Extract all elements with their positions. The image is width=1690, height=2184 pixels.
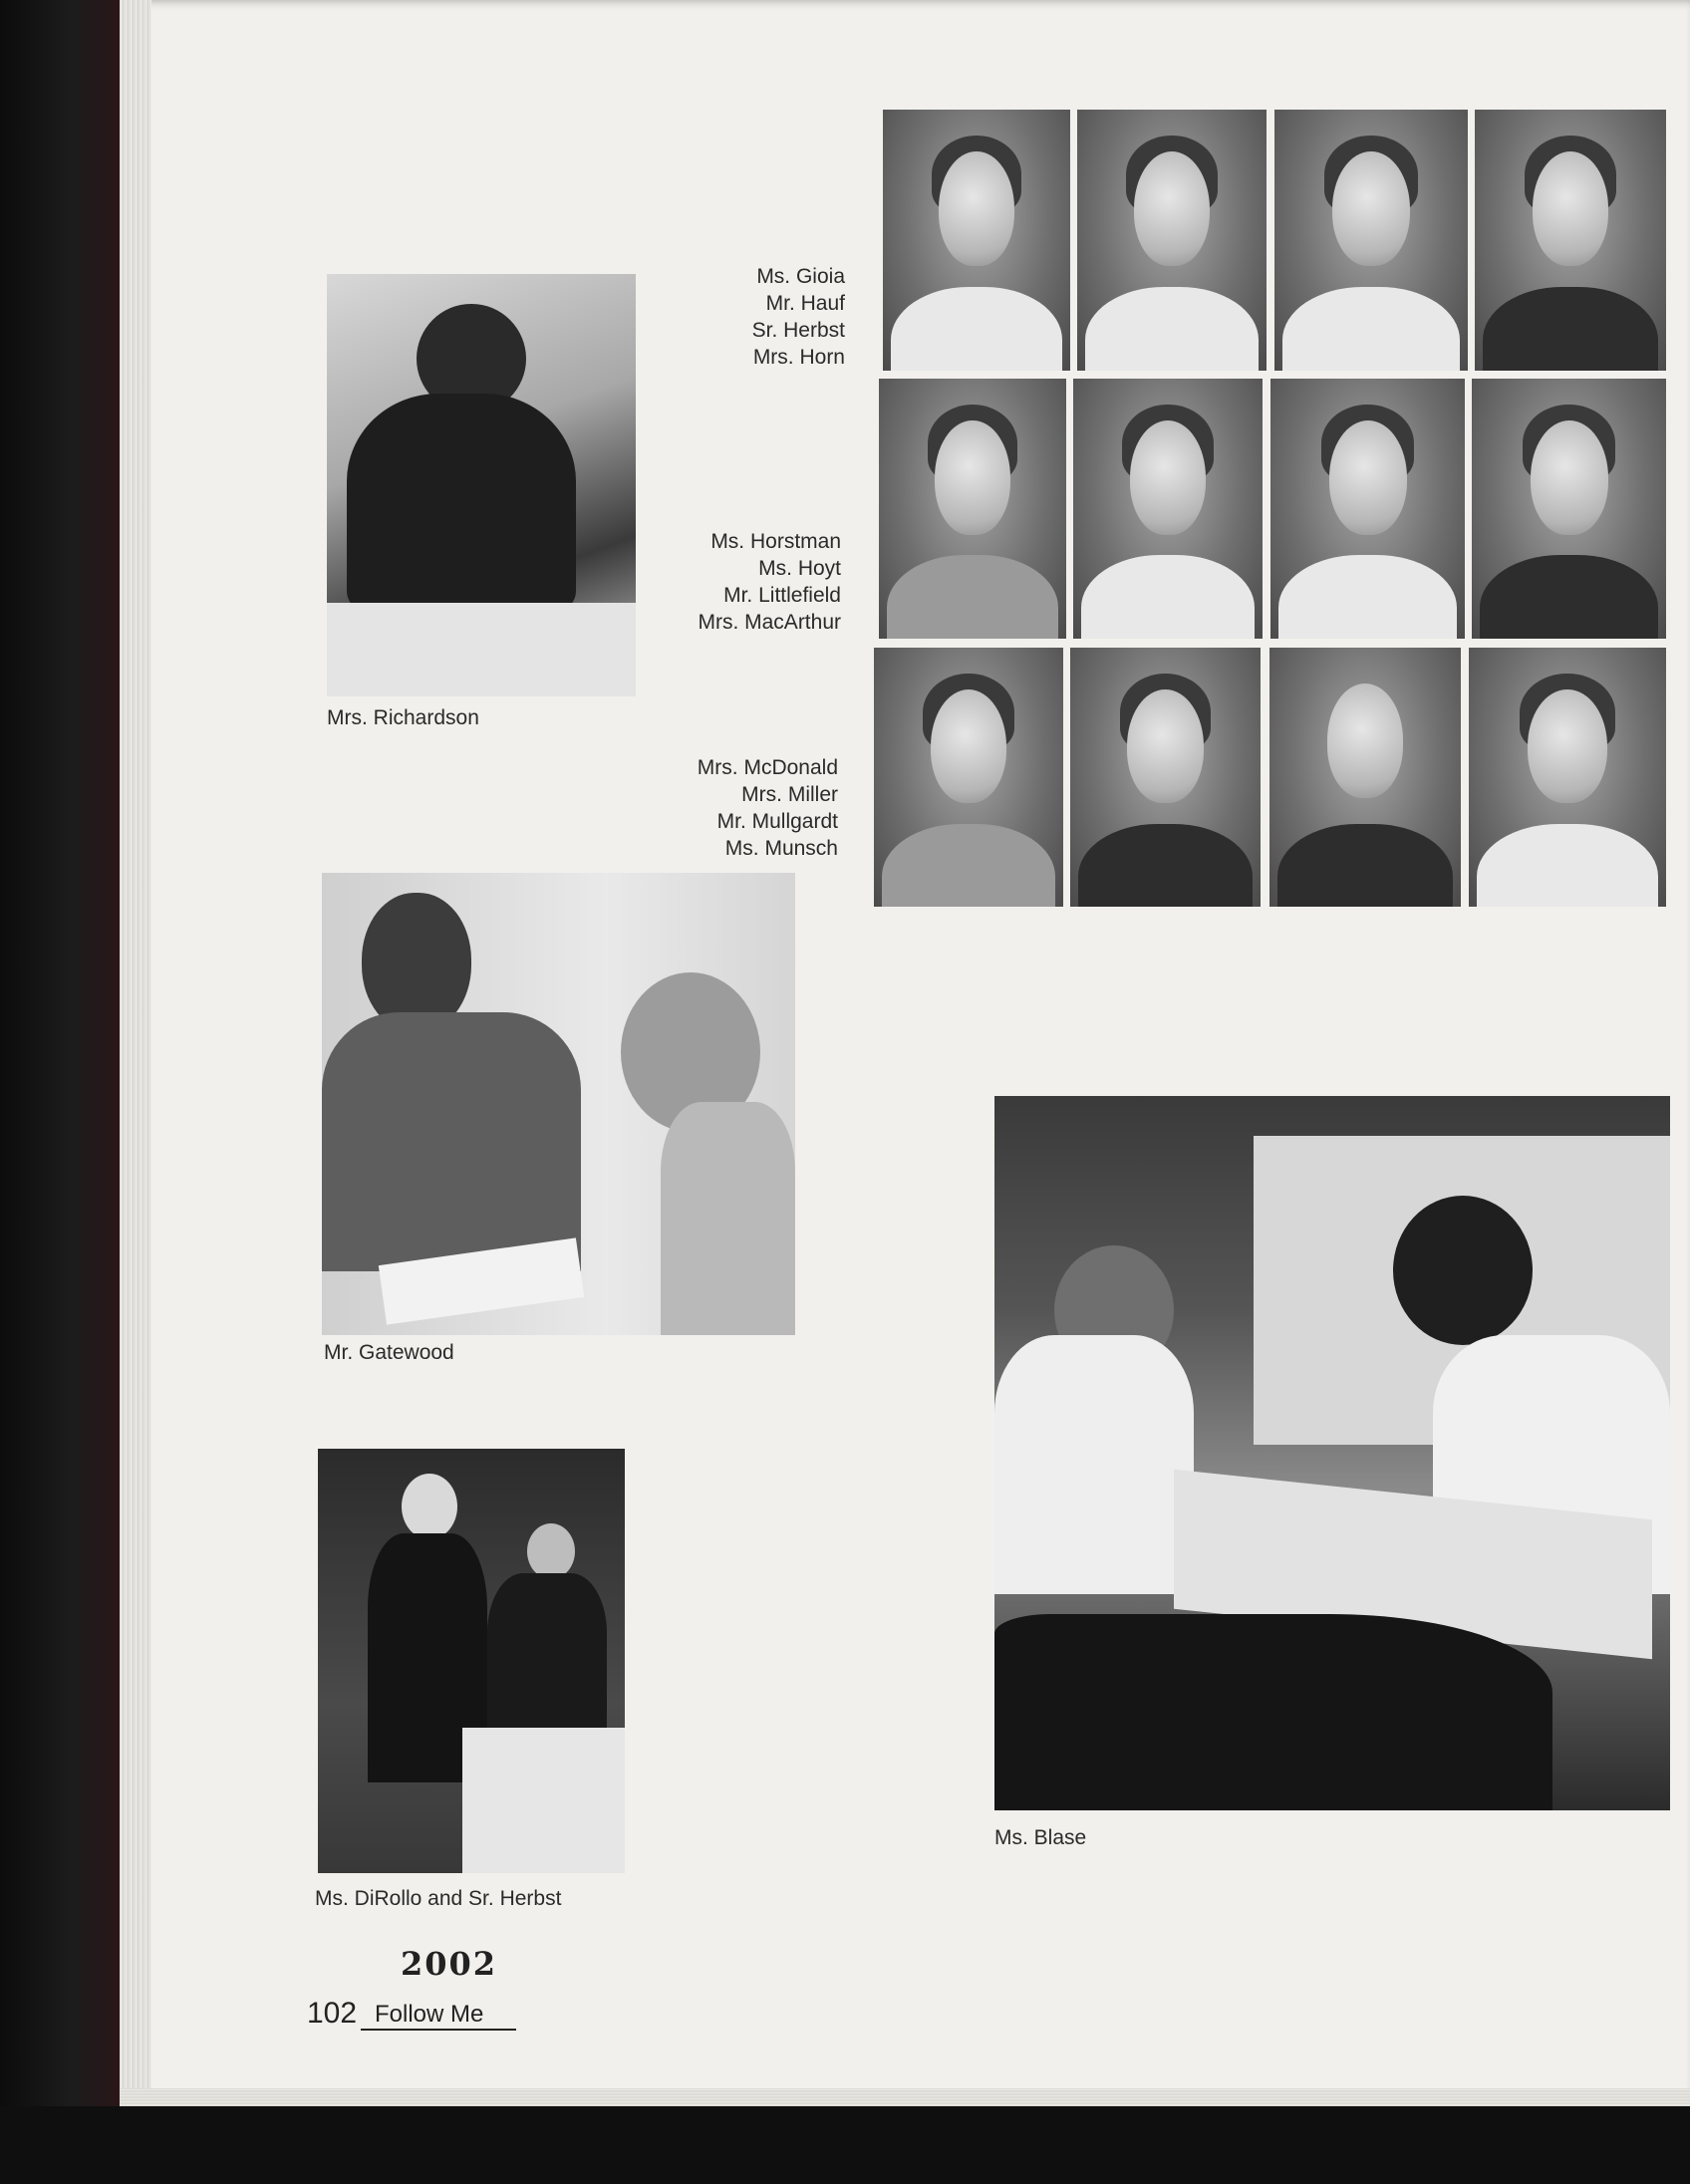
book-binding (0, 0, 120, 2184)
page-edges (120, 0, 151, 2102)
caption-richardson: Mrs. Richardson (327, 706, 479, 729)
section-title: Follow Me (361, 2001, 516, 2031)
candid-photo-richardson (327, 274, 636, 696)
page-number: 102 (307, 1997, 358, 2030)
caption-blase: Ms. Blase (994, 1826, 1087, 1849)
portrait-gioia (883, 110, 1070, 371)
handwritten-year: 2002 (401, 1945, 498, 1983)
caption-dirollo-herbst: Ms. DiRollo and Sr. Herbst (315, 1887, 562, 1910)
portrait-hoyt (1073, 379, 1263, 639)
candid-photo-dirollo-herbst (318, 1449, 625, 1873)
portrait-horn (1475, 110, 1666, 371)
portrait-mullgardt (1269, 648, 1461, 907)
portrait-hauf (1077, 110, 1267, 371)
portrait-littlefield (1270, 379, 1465, 639)
portrait-herbst (1274, 110, 1468, 371)
candid-photo-gatewood (322, 873, 795, 1335)
portrait-names-row-3: Mrs. McDonald Mrs. Miller Mr. Mullgardt Ms. Munsch (697, 756, 838, 860)
caption-gatewood: Mr. Gatewood (324, 1341, 454, 1364)
background-surface (0, 2106, 1690, 2184)
portrait-horstman (879, 379, 1066, 639)
portrait-macarthur (1472, 379, 1666, 639)
portrait-names-row-2: Ms. Horstman Ms. Hoyt Mr. Littlefield Mrs. MacArthur (698, 530, 841, 634)
portrait-munsch (1469, 648, 1666, 907)
page-bottom-edge (120, 2088, 1690, 2106)
portrait-names-row-1: Ms. Gioia Mr. Hauf Sr. Herbst Mrs. Horn (751, 265, 845, 369)
portrait-miller (1070, 648, 1261, 907)
portrait-mcdonald (874, 648, 1063, 907)
candid-photo-blase (994, 1096, 1670, 1810)
